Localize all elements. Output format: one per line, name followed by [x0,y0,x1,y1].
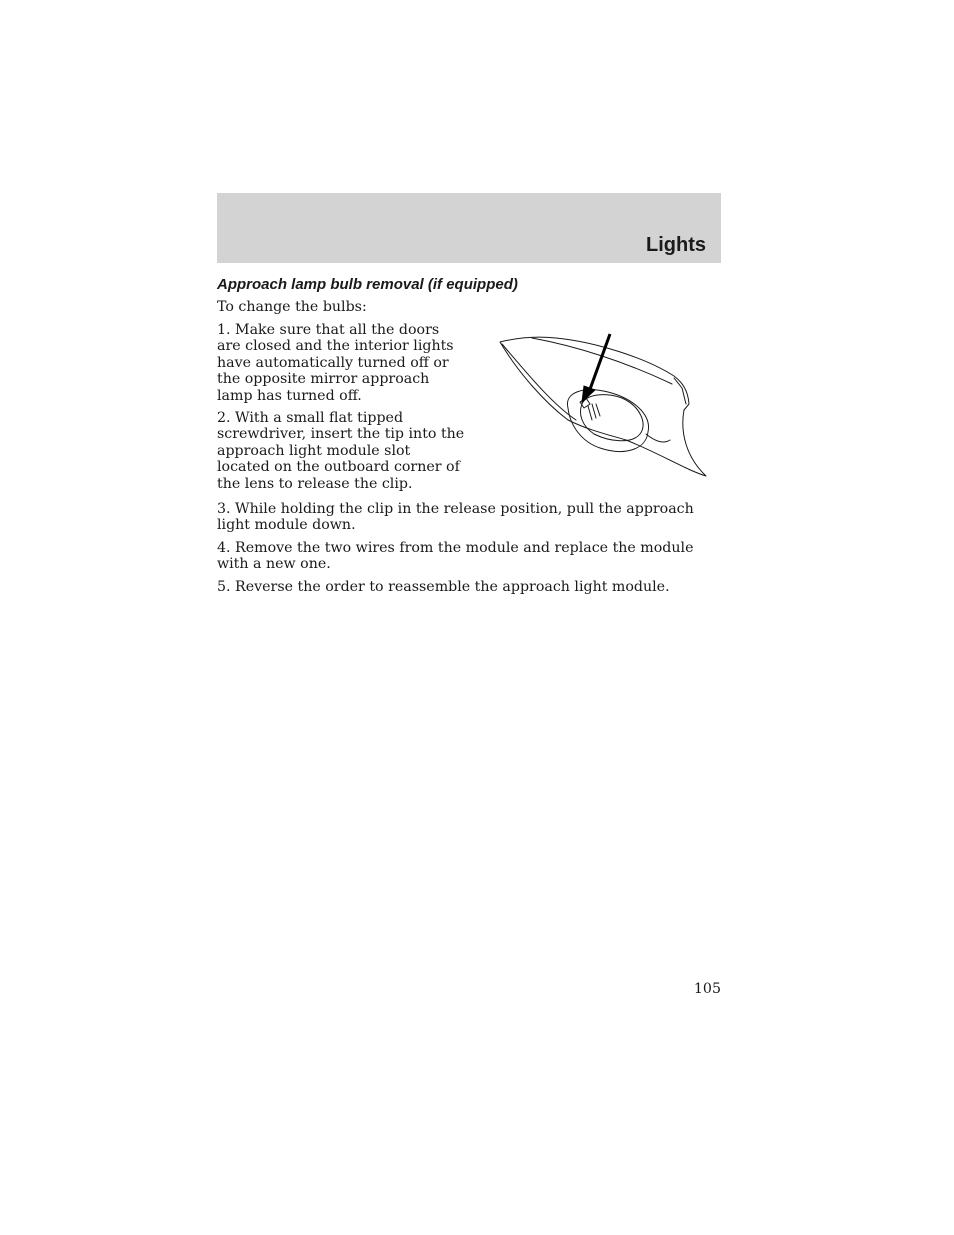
step-1: 1. Make sure that all the doors are closed and the interior lights have automatically turned off or the opposite mirror approach lamp has turned off. [217,322,454,404]
section-header-band [217,193,721,263]
subsection-heading: Approach lamp bulb removal (if equipped) [217,276,518,293]
section-title: Lights [646,234,706,256]
step-2: 2. With a small flat tipped screwdriver, insert the tip into the approach light module slot located on the outboard corner of the lens to release the clip. [217,410,465,492]
step-4: 4. Remove the two wires from the module and replace the module with a new one. [217,540,694,573]
step-5: 5. Reverse the order to reassemble the approach light module. [217,579,670,595]
intro-text: To change the bulbs: [217,299,367,315]
page-number: 105 [693,981,721,997]
step-3: 3. While holding the clip in the release position, pull the approach light module down. [217,501,694,534]
mirror-approach-lamp-icon [496,332,710,482]
